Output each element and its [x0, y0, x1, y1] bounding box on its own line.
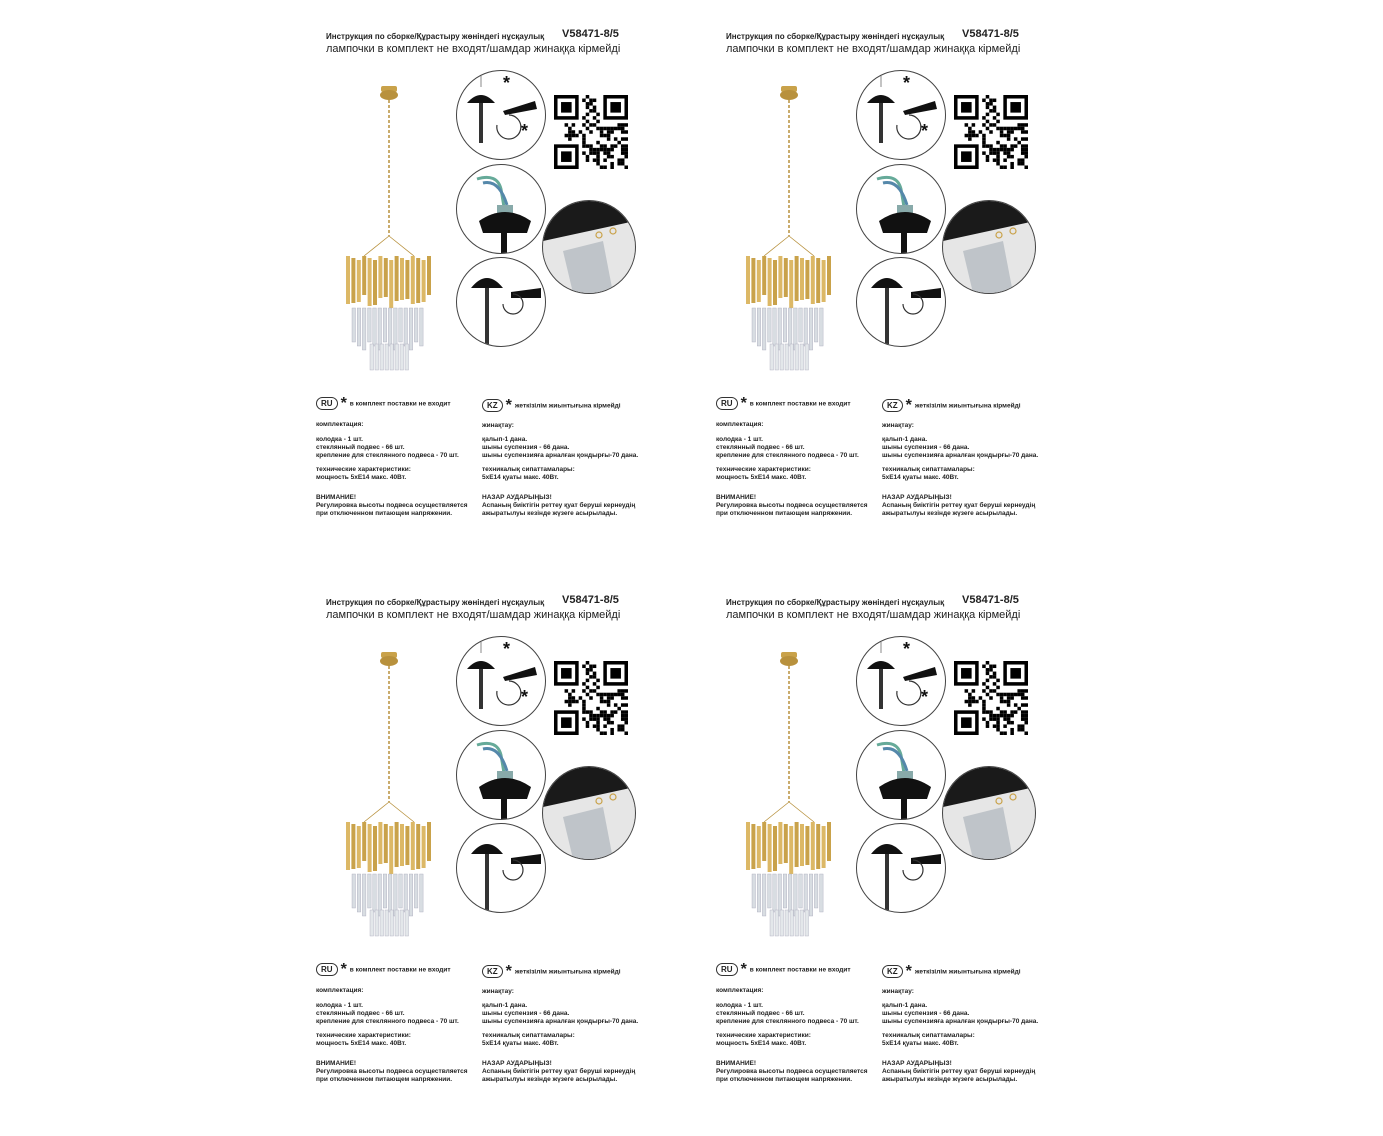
svg-text:*: * [503, 639, 511, 659]
ru-kit-item: крепление для стеклянного подвеса - 70 шт. [716, 452, 859, 459]
kz-tech-value: 5хЕ14 қуаты макс. 40Вт. [882, 474, 959, 481]
chandelier-illustration [734, 86, 844, 376]
kz-kit-heading: жинақтау: [482, 988, 514, 995]
qr-code-icon [554, 661, 628, 735]
ru-legend [716, 395, 881, 413]
chandelier-illustration [334, 652, 444, 942]
ru-kit-item: крепление для стеклянного подвеса - 70 шт. [316, 452, 459, 459]
crystal-hook-photo [942, 766, 1036, 860]
sheet-header [326, 596, 666, 626]
kz-tech-value: 5хЕ14 қуаты макс. 40Вт. [882, 1040, 959, 1047]
kz-kit-item: шыны суспензия - 66 дана. [482, 444, 570, 451]
ru-kit-heading: комплектация: [316, 987, 364, 994]
svg-text:*: * [503, 73, 511, 93]
kz-kit-heading: жинақтау: [882, 422, 914, 429]
sheet-header [726, 30, 1066, 60]
ru-kit-item: колодка - 1 шт. [716, 1002, 763, 1009]
ru-kit-item: стеклянный подвес - 66 шт. [716, 444, 805, 451]
kz-kit-item: шыны суспензия - 66 дана. [482, 1010, 570, 1017]
instruction-title: Инструкция по сборке/Құрастыру жөніндегі нұсқаулық [326, 32, 545, 41]
kz-kit-item: шыны суспензияға арналған қондырғы-70 дана. [482, 452, 639, 459]
ru-badge: RU [716, 963, 738, 976]
height-adjust-diagram [456, 823, 546, 913]
kz-tech-heading: техникалық сипаттамалары: [882, 466, 975, 473]
ru-not-included-note: в комплект поставки не входит [749, 400, 851, 408]
asterisk-icon: * [905, 396, 912, 414]
kz-kit-item: қалып-1 дана. [882, 436, 928, 443]
model-number: V58471-8/5 [962, 594, 1019, 606]
asterisk-icon: * [740, 960, 747, 978]
ru-badge: RU [316, 397, 338, 410]
height-adjust-diagram [856, 823, 946, 913]
qr-code-icon [954, 661, 1028, 735]
kz-warning-line: ажыратылуы кезінде жүзеге асырылады. [482, 510, 618, 517]
wiring-diagram [856, 164, 946, 254]
kz-badge: KZ [482, 399, 503, 412]
ru-warning-line: Регулировка высоты подвеса осуществляется [316, 502, 468, 509]
kz-warning-line: Аспаның биіктігін реттеу қуат беруші кернеудің [882, 502, 1036, 509]
instruction-title: Инструкция по сборке/Құрастыру жөніндегі нұсқаулық [326, 598, 545, 607]
kz-kit-item: қалып-1 дана. [482, 1002, 528, 1009]
instruction-title: Инструкция по сборке/Құрастыру жөніндегі нұсқаулық [726, 32, 945, 41]
ru-tech-value: мощность 5хЕ14 макс. 40Вт. [716, 474, 807, 481]
ru-legend [316, 961, 481, 979]
ru-warning-line: при отключенном питающем напряжении. [716, 1076, 853, 1083]
ru-kit-item: колодка - 1 шт. [716, 436, 763, 443]
ru-not-included-note: в комплект поставки не входит [349, 966, 451, 974]
chandelier-illustration [734, 652, 844, 942]
instruction-sheet [316, 30, 676, 570]
ru-warning-line: Регулировка высоты подвеса осуществляется [316, 1068, 468, 1075]
canopy-install-diagram [456, 636, 546, 726]
kz-kit-item: шыны суспензияға арналған қондырғы-70 дана. [882, 452, 1039, 459]
kz-legend [482, 397, 672, 415]
kz-kit-item: қалып-1 дана. [882, 1002, 928, 1009]
kz-tech-heading: техникалық сипаттамалары: [482, 466, 575, 473]
instruction-sheet [716, 30, 1076, 570]
asterisk-icon: * [340, 960, 347, 978]
kz-warning-line: ажыратылуы кезінде жүзеге асырылады. [882, 510, 1018, 517]
bulbs-note: лампочки в комплект не входят/шамдар жинаққа кірмейді [726, 609, 1021, 621]
ru-kit-item: колодка - 1 шт. [316, 436, 363, 443]
ru-kit-item: стеклянный подвес - 66 шт. [316, 1010, 405, 1017]
kz-badge: KZ [882, 965, 903, 978]
ru-tech-value: мощность 5хЕ14 макс. 40Вт. [316, 474, 407, 481]
ru-kit-item: колодка - 1 шт. [316, 1002, 363, 1009]
kz-warning-line: ажыратылуы кезінде жүзеге асырылады. [482, 1076, 618, 1083]
sheet-header [326, 30, 666, 60]
kz-warning-heading: НАЗАР АУДАРЫҢЫЗ! [482, 1060, 552, 1067]
ru-warning-line: при отключенном питающем напряжении. [716, 510, 853, 517]
bulbs-note: лампочки в комплект не входят/шамдар жинаққа кірмейді [326, 609, 621, 621]
kz-warning-heading: НАЗАР АУДАРЫҢЫЗ! [482, 494, 552, 501]
instruction-sheet [316, 596, 676, 1136]
kz-kit-item: шыны суспензия - 66 дана. [882, 1010, 970, 1017]
kz-kit-heading: жинақтау: [882, 988, 914, 995]
asterisk-icon: * [905, 962, 912, 980]
kz-warning-line: Аспаның биіктігін реттеу қуат беруші кернеудің [482, 502, 636, 509]
ru-kit-item: крепление для стеклянного подвеса - 70 шт. [716, 1018, 859, 1025]
kz-warning-line: ажыратылуы кезінде жүзеге асырылады. [882, 1076, 1018, 1083]
kz-legend [482, 963, 672, 981]
kz-kit-heading: жинақтау: [482, 422, 514, 429]
kz-warning-heading: НАЗАР АУДАРЫҢЫЗ! [882, 494, 952, 501]
canopy-install-diagram [456, 70, 546, 160]
ru-kit-heading: комплектация: [716, 987, 764, 994]
kz-kit-item: шыны суспензия - 66 дана. [882, 444, 970, 451]
ru-kit-heading: комплектация: [316, 421, 364, 428]
asterisk-icon: * [740, 394, 747, 412]
svg-text:*: * [903, 639, 911, 659]
ru-tech-heading: технические характеристики: [316, 1032, 411, 1039]
crystal-hook-photo [942, 200, 1036, 294]
svg-text:*: * [921, 687, 929, 707]
kz-kit-item: шыны суспензияға арналған қондырғы-70 дана. [882, 1018, 1039, 1025]
kz-not-included-note: жеткізілім жиынтығына кірмейді [514, 402, 621, 410]
svg-text:*: * [921, 121, 929, 141]
ru-kit-heading: комплектация: [716, 421, 764, 428]
model-number: V58471-8/5 [562, 594, 619, 606]
kz-warning-line: Аспаның биіктігін реттеу қуат беруші кернеудің [482, 1068, 636, 1075]
ru-warning-line: при отключенном питающем напряжении. [316, 1076, 453, 1083]
ru-legend [316, 395, 481, 413]
ru-warning-heading: ВНИМАНИЕ! [316, 494, 357, 501]
kz-tech-heading: техникалық сипаттамалары: [482, 1032, 575, 1039]
ru-badge: RU [716, 397, 738, 410]
kz-badge: KZ [882, 399, 903, 412]
instruction-sheet [716, 596, 1076, 1136]
svg-text:*: * [521, 687, 529, 707]
ru-tech-heading: технические характеристики: [716, 466, 811, 473]
ru-kit-item: стеклянный подвес - 66 шт. [316, 444, 405, 451]
qr-code-icon [954, 95, 1028, 169]
kz-badge: KZ [482, 965, 503, 978]
ru-badge: RU [316, 963, 338, 976]
ru-warning-heading: ВНИМАНИЕ! [716, 494, 757, 501]
ru-warning-line: Регулировка высоты подвеса осуществляется [716, 502, 868, 509]
kz-legend [882, 397, 1072, 415]
kz-not-included-note: жеткізілім жиынтығына кірмейді [914, 402, 1021, 410]
canopy-install-diagram [856, 70, 946, 160]
crystal-hook-photo [542, 766, 636, 860]
ru-tech-value: мощность 5хЕ14 макс. 40Вт. [316, 1040, 407, 1047]
canopy-install-diagram [856, 636, 946, 726]
ru-warning-line: при отключенном питающем напряжении. [316, 510, 453, 517]
kz-tech-value: 5хЕ14 қуаты макс. 40Вт. [482, 1040, 559, 1047]
ru-not-included-note: в комплект поставки не входит [349, 400, 451, 408]
kz-warning-line: Аспаның биіктігін реттеу қуат беруші кернеудің [882, 1068, 1036, 1075]
wiring-diagram [456, 164, 546, 254]
instruction-title: Инструкция по сборке/Құрастыру жөніндегі нұсқаулық [726, 598, 945, 607]
ru-warning-line: Регулировка высоты подвеса осуществляется [716, 1068, 868, 1075]
ru-warning-heading: ВНИМАНИЕ! [716, 1060, 757, 1067]
asterisk-icon: * [505, 396, 512, 414]
crystal-hook-photo [542, 200, 636, 294]
wiring-diagram [456, 730, 546, 820]
ru-kit-item: крепление для стеклянного подвеса - 70 шт. [316, 1018, 459, 1025]
sheet-header [726, 596, 1066, 626]
svg-text:*: * [521, 121, 529, 141]
kz-not-included-note: жеткізілім жиынтығына кірмейді [514, 968, 621, 976]
kz-warning-heading: НАЗАР АУДАРЫҢЫЗ! [882, 1060, 952, 1067]
wiring-diagram [856, 730, 946, 820]
kz-kit-item: шыны суспензияға арналған қондырғы-70 дана. [482, 1018, 639, 1025]
ru-kit-item: стеклянный подвес - 66 шт. [716, 1010, 805, 1017]
qr-code-icon [554, 95, 628, 169]
model-number: V58471-8/5 [962, 28, 1019, 40]
svg-text:*: * [903, 73, 911, 93]
asterisk-icon: * [505, 962, 512, 980]
kz-legend [882, 963, 1072, 981]
kz-tech-heading: техникалық сипаттамалары: [882, 1032, 975, 1039]
ru-tech-heading: технические характеристики: [316, 466, 411, 473]
ru-tech-value: мощность 5хЕ14 макс. 40Вт. [716, 1040, 807, 1047]
chandelier-illustration [334, 86, 444, 376]
kz-not-included-note: жеткізілім жиынтығына кірмейді [914, 968, 1021, 976]
bulbs-note: лампочки в комплект не входят/шамдар жинаққа кірмейді [326, 43, 621, 55]
bulbs-note: лампочки в комплект не входят/шамдар жинаққа кірмейді [726, 43, 1021, 55]
ru-legend [716, 961, 881, 979]
model-number: V58471-8/5 [562, 28, 619, 40]
height-adjust-diagram [856, 257, 946, 347]
kz-tech-value: 5хЕ14 қуаты макс. 40Вт. [482, 474, 559, 481]
asterisk-icon: * [340, 394, 347, 412]
ru-tech-heading: технические характеристики: [716, 1032, 811, 1039]
kz-kit-item: қалып-1 дана. [482, 436, 528, 443]
height-adjust-diagram [456, 257, 546, 347]
ru-warning-heading: ВНИМАНИЕ! [316, 1060, 357, 1067]
ru-not-included-note: в комплект поставки не входит [749, 966, 851, 974]
